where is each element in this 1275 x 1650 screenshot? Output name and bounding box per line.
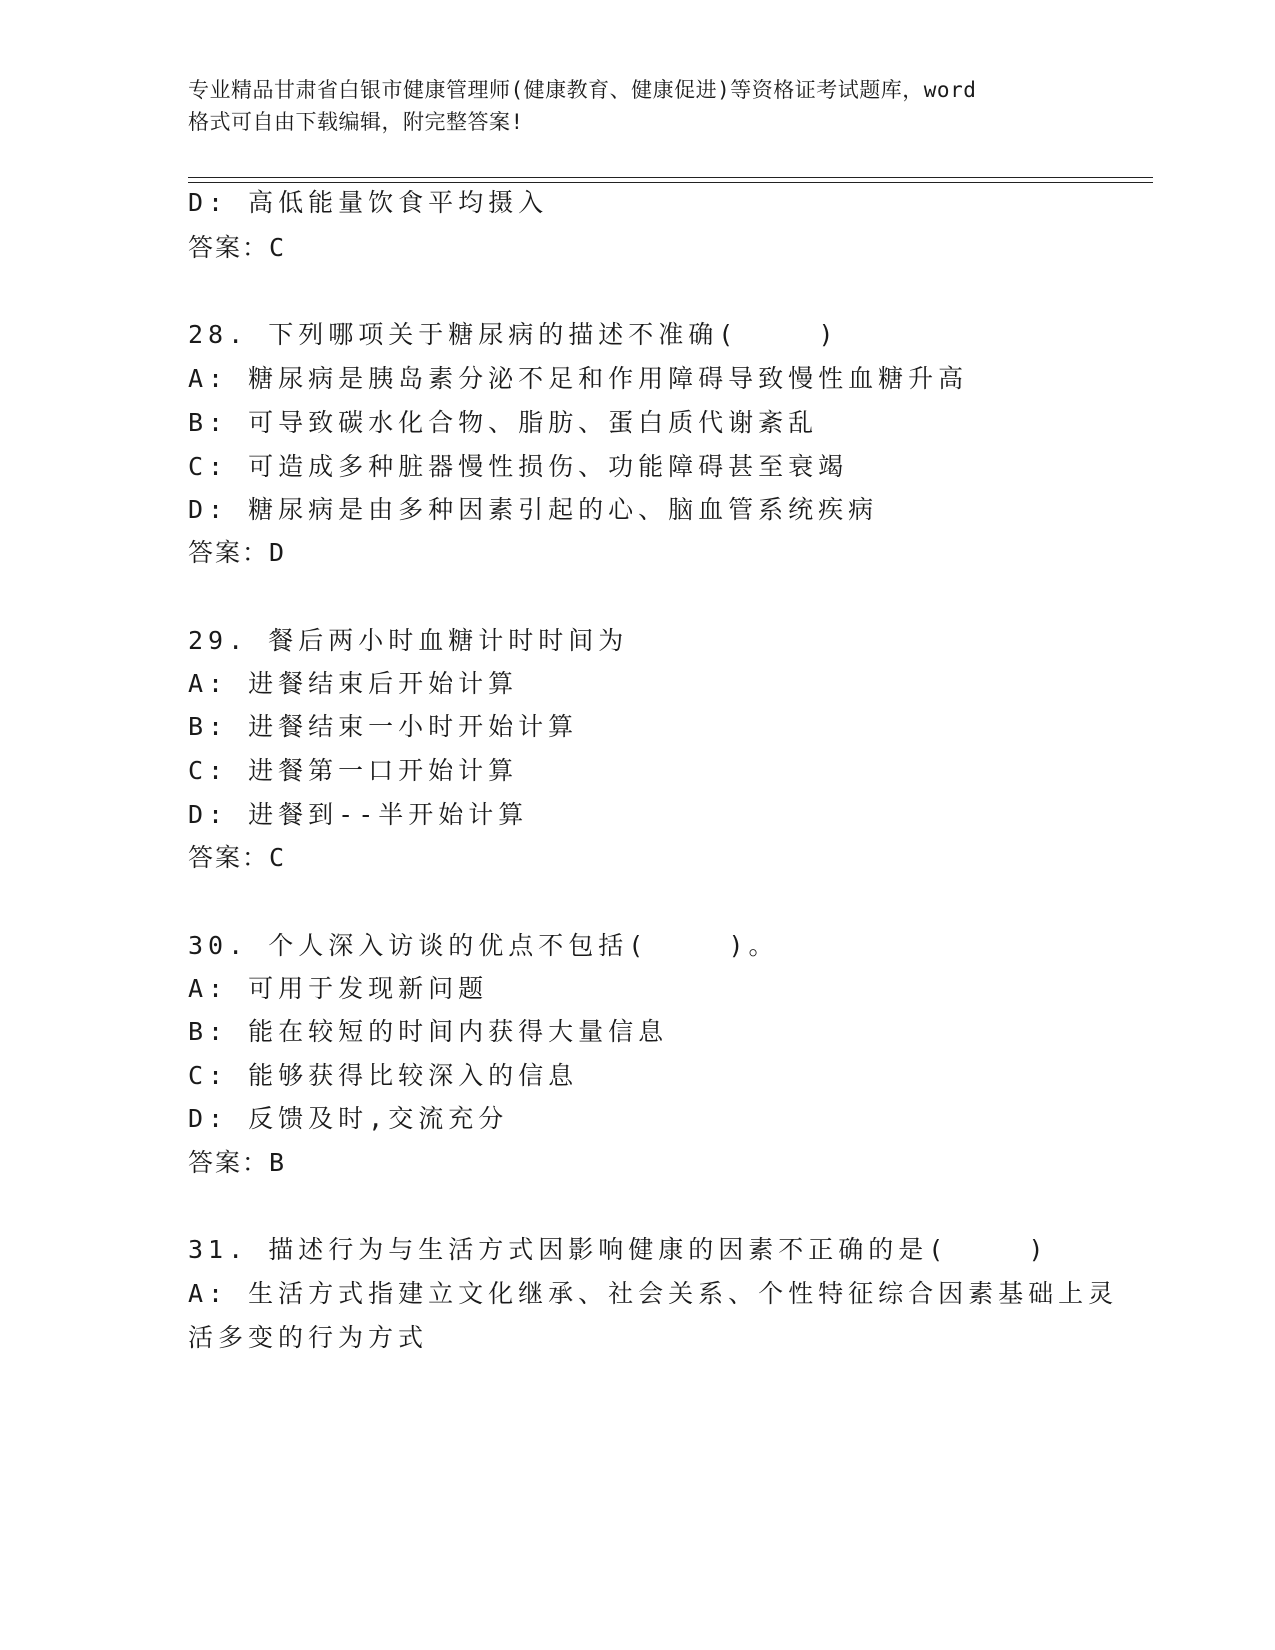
q29-stem: 29. 餐后两小时血糖计时时间为 bbox=[188, 626, 629, 655]
q30-answer bbox=[188, 1146, 286, 1180]
q31-stem: 31. 描述行为与生活方式因影响健康的因素不正确的是( ) bbox=[188, 1235, 1049, 1264]
prev-answer bbox=[188, 231, 286, 265]
document-header bbox=[188, 74, 1088, 138]
q29-option-a: A: 进餐结束后开始计算 bbox=[188, 669, 519, 698]
q29-option-d: D: 进餐到--半开始计算 bbox=[188, 800, 529, 829]
q28-answer bbox=[188, 536, 286, 570]
q30-stem: 30. 个人深入访谈的优点不包括( )。 bbox=[188, 931, 779, 960]
q28-option-b: B: 可导致碳水化合物、脂肪、蛋白质代谢紊乱 bbox=[188, 408, 819, 437]
answer-value: C bbox=[269, 843, 287, 872]
header-divider-bottom bbox=[188, 182, 1153, 183]
q29-option-b: B: 进餐结束一小时开始计算 bbox=[188, 712, 579, 741]
answer-value: B bbox=[269, 1148, 287, 1177]
q30-option-a: A: 可用于发现新问题 bbox=[188, 974, 489, 1003]
answer-value: D bbox=[269, 538, 287, 567]
answer-label: 答案： bbox=[188, 843, 270, 872]
header-line-2: 格式可自由下载编辑，附完整答案! bbox=[188, 110, 524, 134]
q31-option-a-line-1: A: 生活方式指建立文化继承、社会关系、个性特征综合因素基础上灵 bbox=[188, 1279, 1119, 1308]
q29-answer bbox=[188, 841, 286, 875]
q28-option-a: A: 糖尿病是胰岛素分泌不足和作用障碍导致慢性血糖升高 bbox=[188, 364, 969, 393]
header-divider-top bbox=[188, 177, 1153, 178]
header-line-1: 专业精品甘肃省白银市健康管理师(健康教育、健康促进)等资格证考试题库，word bbox=[188, 78, 977, 102]
q28-stem: 28. 下列哪项关于糖尿病的描述不准确( ) bbox=[188, 320, 839, 349]
q30-option-c: C: 能够获得比较深入的信息 bbox=[188, 1061, 579, 1090]
q29-option-c: C: 进餐第一口开始计算 bbox=[188, 756, 519, 785]
answer-label: 答案： bbox=[188, 1148, 270, 1177]
q31-option-a-line-2: 活多变的行为方式 bbox=[188, 1323, 429, 1352]
answer-value: C bbox=[269, 233, 287, 262]
answer-label: 答案： bbox=[188, 538, 270, 567]
answer-label: 答案： bbox=[188, 233, 270, 262]
q28-option-d: D: 糖尿病是由多种因素引起的心、脑血管系统疾病 bbox=[188, 495, 879, 524]
q28-option-c: C: 可造成多种脏器慢性损伤、功能障碍甚至衰竭 bbox=[188, 452, 849, 481]
q30-option-d: D: 反馈及时,交流充分 bbox=[188, 1104, 509, 1133]
prev-option-d: D: 高低能量饮食平均摄入 bbox=[188, 188, 549, 217]
q30-option-b: B: 能在较短的时间内获得大量信息 bbox=[188, 1017, 669, 1046]
